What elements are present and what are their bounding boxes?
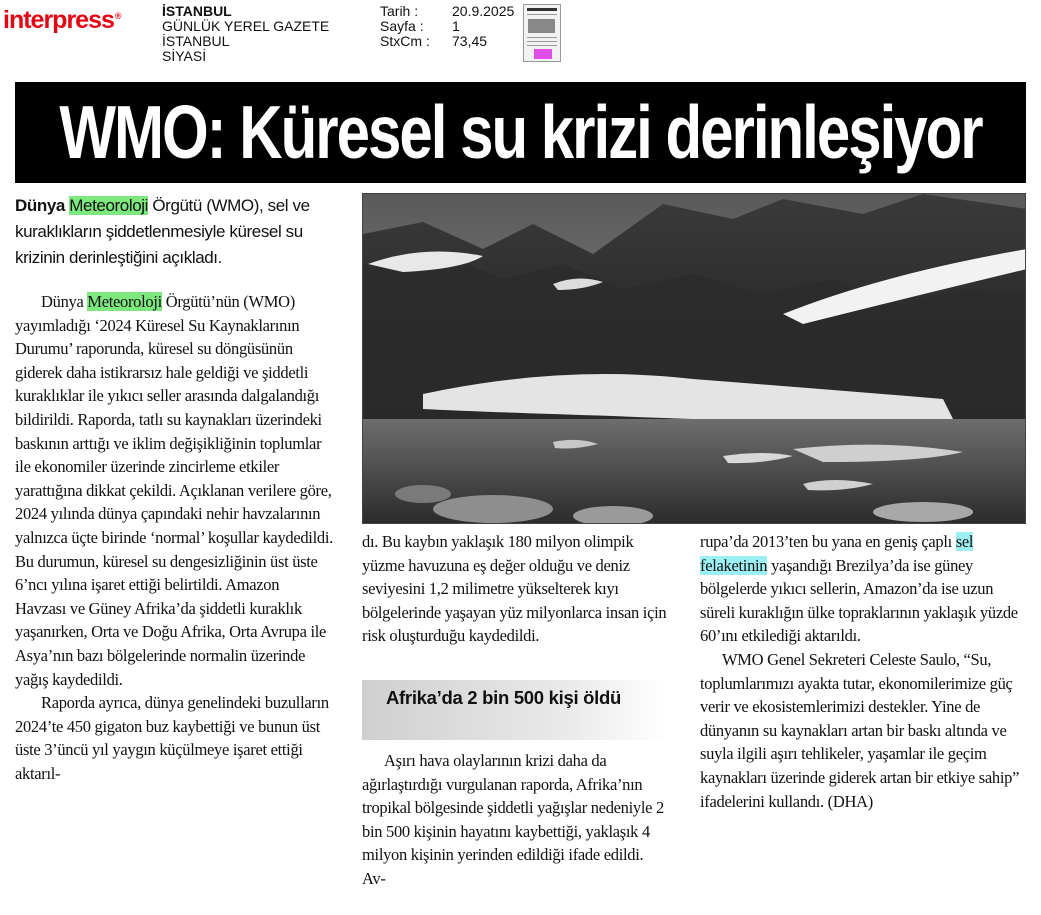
section-label: SİYASİ — [162, 48, 207, 64]
paragraph-continued — [700, 530, 1028, 648]
logo-text: interpress — [3, 6, 114, 34]
publication-type: GÜNLÜK YEREL GAZETE — [162, 18, 330, 34]
paragraph-continued: dı. Bu kaybın yaklaşık 180 milyon olimpik yüzme havuzuna eş değer olduğu ve deniz seviyesini 1,2 milimetre yükselterek kıyı bölgelerinde yaşayan yüz milyonlarca insan için risk oluşturduğu kaydedildi. — [362, 532, 667, 646]
paragraph-text: rupa’da 2013’ten bu yana en geniş çaplı — [700, 532, 956, 551]
lead-paragraph — [15, 193, 345, 271]
subheading-box — [362, 680, 668, 740]
lead-text-start: Dünya — [15, 196, 70, 215]
paragraph-text: Örgütü’nün (WMO) yayımladığı ‘2024 Küresel Su Kaynaklarının Durumu’ raporunda, küresel su döngüsünün giderek daha istikrarsız hale geldiği ve şiddetli kuraklıklar ile yıkıcı seller arasında dalgalandığı bildirildi. Raporda, tatlı su kaynakları üzerindeki baskının arttığı ve iklim değişikliğinin toplumlar ile ekonomiler üzerinde zincirleme etkiler yarattığına dikkat çekildi. Açıklanan verilere göre, 2024 yılında dünya çapındaki nehir havzalarının yalnızca üçte birinde ‘normal’ koşullar kaydedildi. Bu durumun, küresel su dengesizliğinin üst üste 6’ncı yılına işaret ettiği belirtildi. Amazon Havzası ve Güney Afrika’da şiddetli kuraklık yaşanırken, Orta ve Doğu Afrika, Orta Avrupa ile Asya’nın bazı bölgelerinde normalin üzerinde yağış kaydedildi. — [15, 292, 333, 689]
meta-value: 73,45 — [452, 33, 488, 49]
headline: WMO: Küresel su krizi derinleşiyor — [59, 90, 982, 175]
meta-row-stxcm — [380, 34, 514, 49]
paragraph-text: yaşandığı Brezilya’da ise güney bölgelerde yıkıcı sellerin, Amazon’da ise uzun süreli kuraklığın ülke topraklarının yaklaşık yüzde 60’ını etkilediği aktarıldı. — [700, 555, 1018, 646]
glacier-illustration — [363, 194, 1026, 524]
meta-row-date — [380, 4, 514, 19]
logo-registered-mark: ® — [114, 10, 121, 21]
highlighted-keyword: sel felaketinin — [700, 532, 974, 575]
meta-key: Tarih : — [380, 3, 419, 19]
lead-text-rest: Örgütü (WMO), sel ve kuraklıkların şiddetlenmesiyle küresel su krizinin derinleştiğini açıkladı. — [15, 196, 310, 267]
thumbnail-line — [527, 45, 557, 46]
body-column-2 — [362, 530, 668, 648]
subheading: Afrika’da 2 bin 500 kişi öldü — [386, 687, 621, 708]
thumbnail-masthead — [527, 8, 557, 11]
thumbnail-line — [527, 37, 557, 38]
thumbnail-line — [527, 41, 557, 42]
page-thumbnail[interactable] — [523, 4, 561, 62]
headline-banner — [15, 82, 1026, 183]
body-column-2-lower — [362, 749, 668, 891]
meta-value: 1 — [452, 18, 460, 34]
location-label: İSTANBUL — [162, 33, 230, 49]
meta-row-page — [380, 19, 514, 34]
paragraph: Raporda ayrıca, dünya genelindeki buzulların 2024’te 450 gigaton buz kaybettiği ve bunun üst üste 3’üncü yıl yaygın küçülmeye işaret ettiği aktarıl- — [15, 693, 329, 783]
publication-info — [162, 4, 329, 64]
clipping-meta — [380, 4, 514, 49]
paragraph — [15, 290, 333, 691]
thumbnail-line — [527, 14, 557, 15]
body-column-3 — [700, 530, 1028, 813]
meta-key: StxCm : — [380, 33, 430, 49]
body-column-1 — [15, 290, 333, 785]
paragraph: WMO Genel Sekreteri Celeste Saulo, “Su, toplumlarımızı ayakta tutar, ekonomilerimize güç verir ve ekosistemlerimizi destekler. Yine de dünyanın su kaynakları artan bir baskı altında ve suyla ilgili aşırı tehlikeler, yaşamlar ile geçim kaynakları üzerinde giderek artan bir etkiye sahip” ifadelerini kullandı. (DHA) — [700, 649, 1020, 811]
city-label: İSTANBUL — [162, 3, 232, 19]
highlighted-keyword: Meteoroloji — [69, 196, 149, 215]
thumbnail-image — [528, 19, 555, 33]
paragraph-text: Dünya — [41, 292, 88, 311]
thumbnail-article-marker — [534, 49, 552, 59]
meta-value: 20.9.2025 — [452, 3, 515, 19]
meta-key: Sayfa : — [380, 18, 424, 34]
highlighted-keyword: Meteoroloji — [87, 292, 162, 311]
glacier-lake-photo — [362, 193, 1026, 524]
interpress-logo — [3, 6, 121, 35]
paragraph: Aşırı hava olaylarının krizi daha da ağırlaştırdığı vurgulanan raporda, Afrika’nın tropikal bölgesinde şiddetli yağışlar nedeniyle 2 bin 500 kişinin hayatını kaybettiği, yaklaşık 4 milyon kişinin yerinden edildiği ifade edildi. Av- — [362, 751, 664, 888]
